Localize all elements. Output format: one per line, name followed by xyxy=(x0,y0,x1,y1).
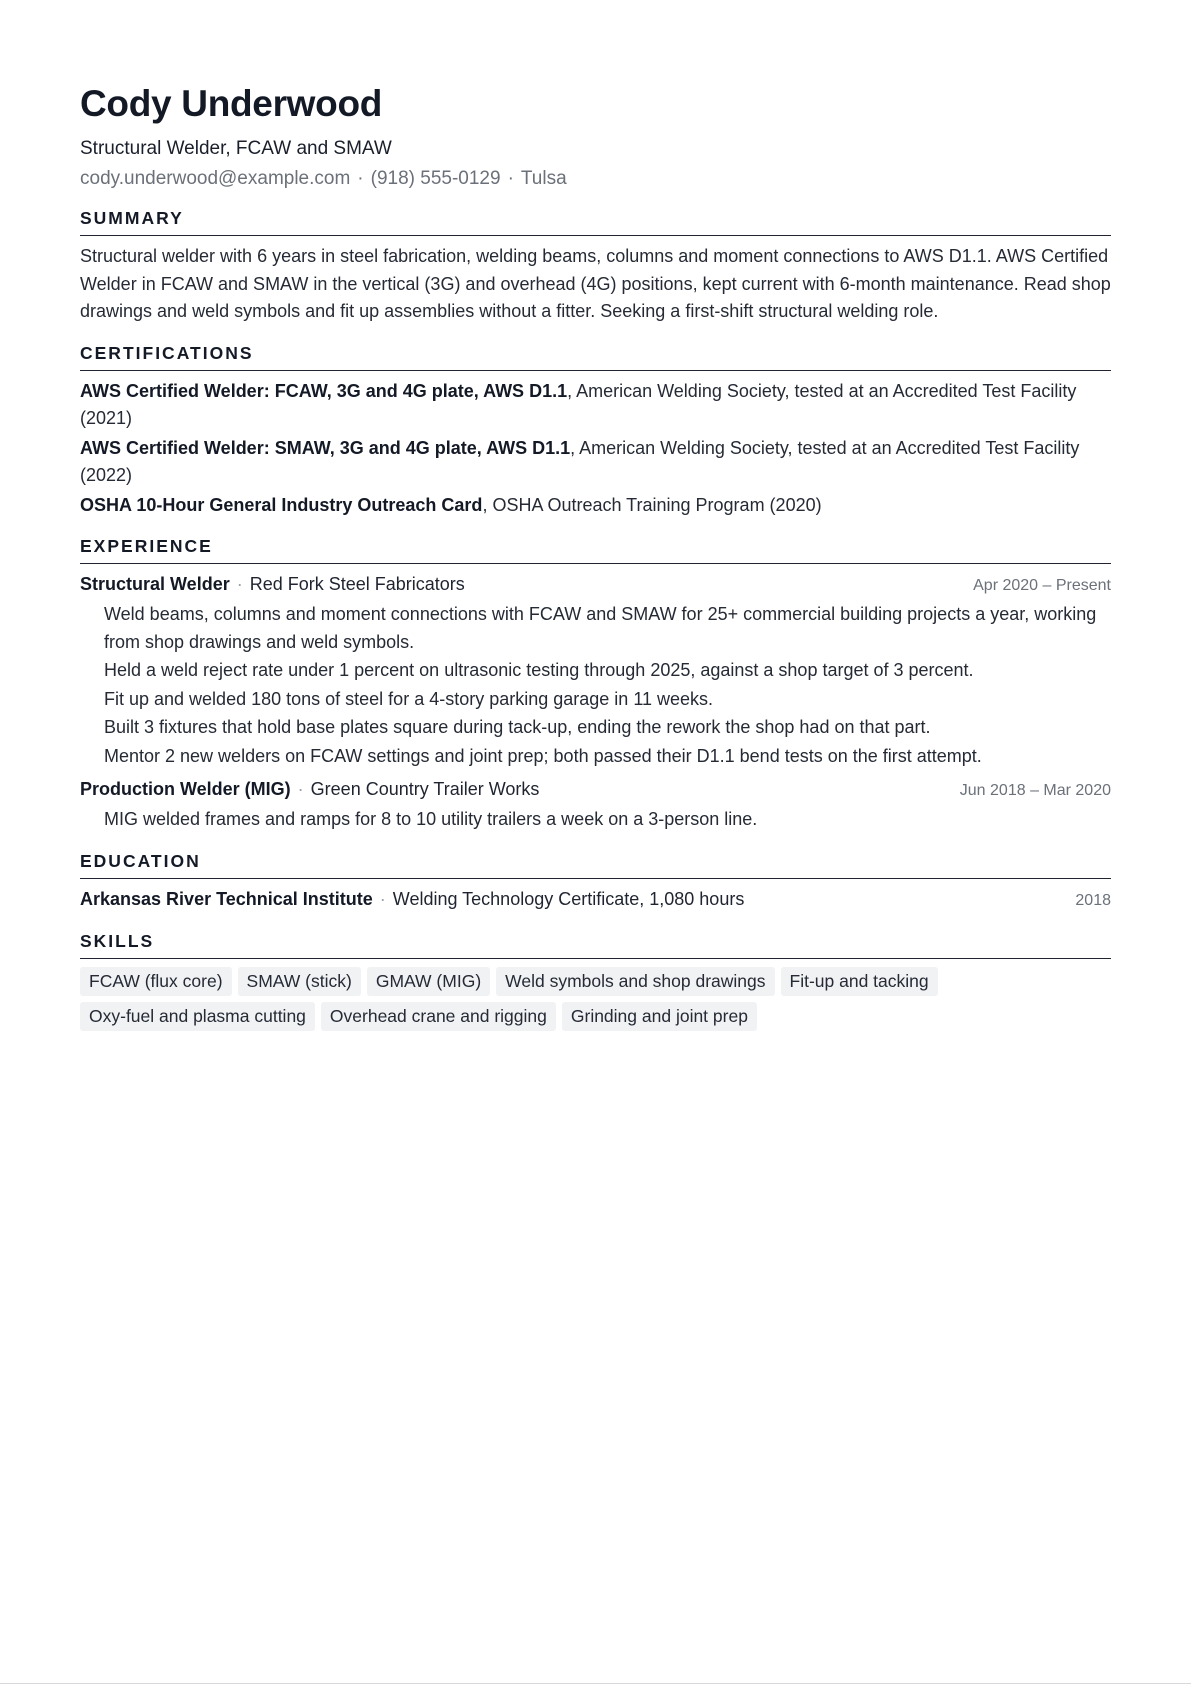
separator: · xyxy=(297,779,304,799)
skill-tag: FCAW (flux core) xyxy=(80,967,232,996)
certification-item xyxy=(80,435,1111,490)
headline: Structural Welder, FCAW and SMAW xyxy=(80,138,392,159)
job-role: Production Welder (MIG) xyxy=(80,779,291,799)
separator: · xyxy=(357,168,364,189)
summary-text: Structural welder with 6 years in steel fabrication, welding beams, columns and moment connections to AWS D1.1. AWS Certified Welder in FCAW and SMAW in the vertical (3G) and overhead (4G) positions, kept current with 6-month maintenance. Read shop drawings and weld symbols and fit up assemblies without a fitter. Seeking a first-shift structural welding role. xyxy=(80,246,1111,321)
section-title-certifications: CERTIFICATIONS xyxy=(80,342,1111,371)
job-bullets xyxy=(80,601,1111,770)
education-section xyxy=(80,850,1111,914)
job-company: Red Fork Steel Fabricators xyxy=(249,574,465,594)
certification-name: OSHA 10-Hour General Industry Outreach Card xyxy=(80,494,483,515)
location: Tulsa xyxy=(520,168,567,189)
education-entry xyxy=(80,886,1111,914)
list-item: Built 3 fixtures that hold base plates square during tack-up, ending the rework the shop had on that part. xyxy=(104,717,931,737)
school-name: Arkansas River Technical Institute xyxy=(80,888,373,909)
certification-name: AWS Certified Welder: FCAW, 3G and 4G plate, AWS D1.1 xyxy=(80,380,568,401)
experience-section xyxy=(80,535,1111,834)
skill-tag: Overhead crane and rigging xyxy=(321,1002,556,1031)
phone-number: (918) 555-0129 xyxy=(370,168,501,189)
job-dates: Jun 2018 – Mar 2020 xyxy=(959,782,1111,799)
section-title-experience: EXPERIENCE xyxy=(80,535,1111,564)
job-header xyxy=(80,571,1111,599)
skills-section xyxy=(80,930,1111,1031)
certification-item xyxy=(80,492,1111,520)
list-item: Weld beams, columns and moment connections with FCAW and SMAW for 25+ commercial building projects a year, working from shop drawings and weld symbols. xyxy=(104,604,1097,652)
separator: · xyxy=(507,168,514,189)
contact-line xyxy=(80,167,1111,191)
skill-tag: Oxy-fuel and plasma cutting xyxy=(80,1002,315,1031)
job-entry xyxy=(80,776,1111,834)
list-item: MIG welded frames and ramps for 8 to 10 utility trailers a week on a 3-person line. xyxy=(104,809,758,829)
skill-tag: GMAW (MIG) xyxy=(367,967,490,996)
list-item: Mentor 2 new welders on FCAW settings and joint prep; both passed their D1.1 bend tests on the first attempt. xyxy=(104,745,982,766)
section-title-summary: SUMMARY xyxy=(80,207,1111,236)
skill-tag: Grinding and joint prep xyxy=(562,1002,757,1031)
certification-detail: , American Welding Society, tested at an Accredited Test Facility (2022) xyxy=(80,437,1080,485)
list-item: Fit up and welded 180 tons of steel for a 4-story parking garage in 11 weeks. xyxy=(104,688,714,709)
skill-tag: Weld symbols and shop drawings xyxy=(496,967,774,996)
skill-tags xyxy=(80,967,1111,1031)
separator: · xyxy=(236,574,243,594)
list-item: Held a weld reject rate under 1 percent on ultrasonic testing through 2025, against a shop target of 3 percent. xyxy=(104,660,974,680)
separator: · xyxy=(379,888,386,909)
certification-detail: , OSHA Outreach Training Program (2020) xyxy=(482,494,822,515)
certification-name: AWS Certified Welder: SMAW, 3G and 4G plate, AWS D1.1 xyxy=(80,437,571,458)
certifications-section xyxy=(80,342,1111,520)
candidate-name: Cody Underwood xyxy=(80,83,383,124)
job-header xyxy=(80,776,1111,804)
email-link[interactable]: cody.underwood@example.com xyxy=(80,168,351,189)
job-entry xyxy=(80,571,1111,770)
certification-item xyxy=(80,378,1111,433)
education-year: 2018 xyxy=(1075,891,1111,909)
summary-section xyxy=(80,207,1111,326)
certification-detail: , American Welding Society, tested at an Accredited Test Facility (2021) xyxy=(80,380,1077,428)
program-name: Welding Technology Certificate, 1,080 hours xyxy=(392,888,745,909)
job-company: Green Country Trailer Works xyxy=(310,779,540,799)
section-title-skills: SKILLS xyxy=(80,930,1111,959)
skill-tag: SMAW (stick) xyxy=(238,967,361,996)
job-role: Structural Welder xyxy=(80,574,230,594)
skill-tag: Fit-up and tacking xyxy=(781,967,938,996)
job-dates: Apr 2020 – Present xyxy=(973,577,1111,594)
job-bullets xyxy=(80,806,1111,834)
section-title-education: EDUCATION xyxy=(80,850,1111,879)
